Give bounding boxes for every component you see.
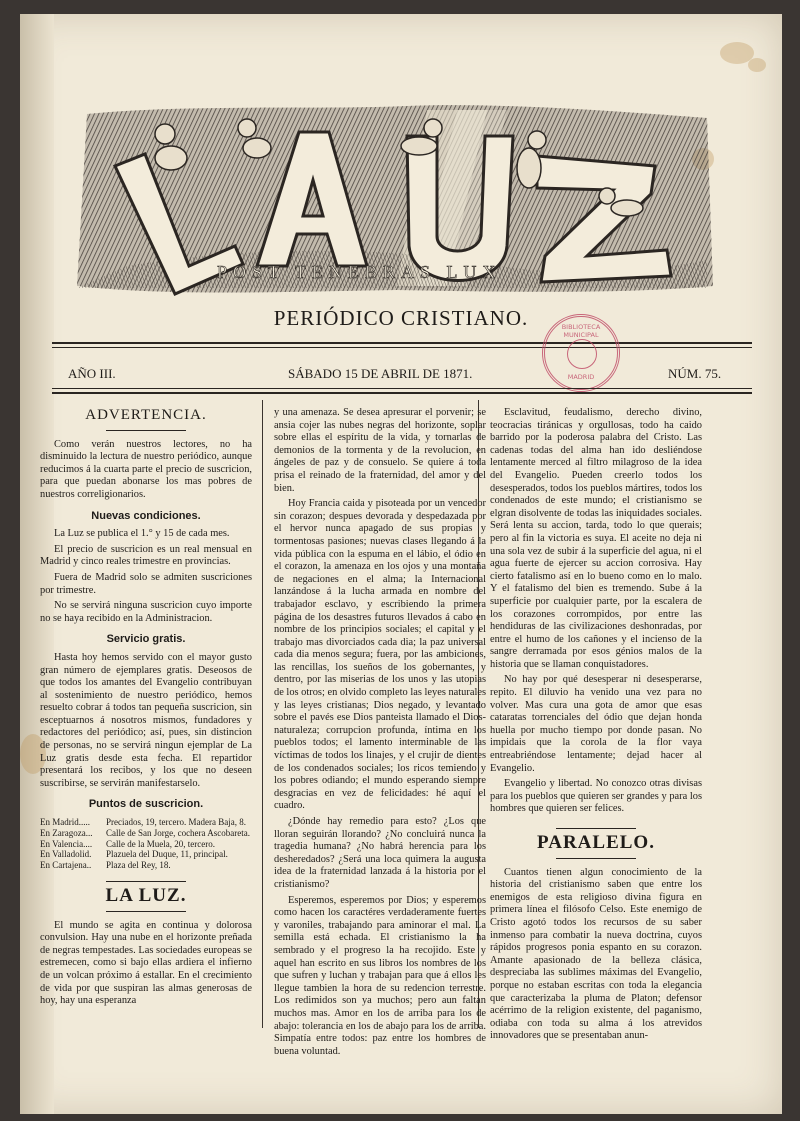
puntos-list xyxy=(40,817,252,871)
servicio-text: Hasta hoy hemos servido con el mayor gusto gran número de ejemplares gratis. Deseosos de que todos los amantes del Evangelio contribuyan al sostenimiento de nuestro periódico, hemos resuelto cobrar á todos tan pequeña suscricion, sin esceptuarnos á nosotros mismos, fundadores y redactores del periódico; así, pues, sin distincion de personas, no se servirá ningun ejemplar de La Luz gratis desde esta fecha. El repartidor presentará los recibos, y los que no deseen suscribirse, se servirán manifestarselo. xyxy=(40,651,252,789)
ornament-rule xyxy=(556,858,636,859)
condiciones-heading: Nuevas condiciones. xyxy=(91,509,201,522)
column-rule xyxy=(262,400,263,1028)
advertencia-text: Como verán nuestros lectores, no ha disminuido la lectura de nuestro periódico, aunque reducimos á la cuarta parte el precio de suscricion, para que puedan abonarse los mas pobres de nuestros correligionarios. xyxy=(40,438,252,500)
divider xyxy=(52,347,752,348)
column-2 xyxy=(274,407,486,1061)
article-paragraph: No hay por qué desesperar ni desesperarse, repito. El diluvio ha venido una vez para no volver. Mas cura una gota de amor que esas cataratas torrenciales del ódio que dejan honda huella por mucho tiempo por donde pasan. No impidais que la corola de la flor vaya entreabriéndose lentamente; dejad hacer al Evangelio. xyxy=(490,674,702,774)
masthead-illustration xyxy=(67,96,717,302)
advertencia-heading: ADVERTENCIA. xyxy=(85,407,207,423)
stamp-text-top: BIBLIOTECA MUNICIPAL xyxy=(561,323,601,339)
ornament-rule xyxy=(556,828,636,829)
laluz-heading: LA LUZ. xyxy=(105,885,187,907)
masthead-motto: POST TENEBRAS LUX xyxy=(217,262,502,282)
ornament-rule xyxy=(106,881,186,882)
condicion-item: No se servirá ninguna suscricion cuyo importe no se haya recibido en la Administracion. xyxy=(40,600,252,624)
laluz-text: El mundo se agita en continua y dolorosa convulsion. Hay una nube en el horizonte preñada de negras tempestades. Las sociedades europeas se estremecen, como si bajo ellas ardiera el infierno de un volcan próximo á estallar. En el crecimiento de vida por que suspiran las almas generosas de hoy, hay una esperanza xyxy=(40,919,252,1007)
article-paragraph: ¿Dónde hay remedio para esto? ¿Los que lloran seguirán llorando? ¿No concluirá nunca la tragedia humana? ¿No habrá herencia para los desheredados? ¿Será una loca quimera la augusta idea de la fraternidad lanzada á la historia por el cristianismo? xyxy=(274,816,486,890)
article-paragraph: Esclavitud, feudalismo, derecho divino, teocracias tiránicas y orgullosas, todo ha caido barrido por la poderosa palabra del Cristo. Las cadenas todas del alma han ido desliéndose lentamente merced al filtro milagroso de la idea del Evangelio. Pueden creerlo todos los desesperados, todos los pueblos mártires, todos los condenados de este mundo; el cristianismo se elgran disolvente de todas las iniquidades sociales. Será lenta su accion, tarda, todo lo que querais; pero al fin la victoria es suya. El aceite no deja ni una sola vez de subir á la superficie del agua, ni el agua fuerte de ejercer su accion corrosiva. Hay cierto fatalismo así en lo bueno como en lo malo. Y el fatalismo del bien es tremendo. Sube á la superficie por cualquier parte, por la escalera de los corazones corrompidos, por entre las hendiduras de las civilizaciones deshonradas, por entre el humo de los cañones y el incienso de la sangre derramada por esos génios malos de la historia que se llaman conquistadores. xyxy=(490,407,702,670)
issue-number: NÚM. 75. xyxy=(668,366,722,381)
list-item: En Cartajena.. Plaza del Rey, 18. xyxy=(40,860,171,871)
list-item: En Valencia.... Calle de la Muela, 20, tercero. xyxy=(40,838,215,849)
condicion-item: Fuera de Madrid solo se admiten suscriciones por trimestre. xyxy=(40,571,252,596)
year-label: AÑO III. xyxy=(68,366,116,381)
article-paragraph: Esperemos, esperemos por Dios; y esperemos como hacen los caractéres verdaderamente fuertes y varoniles, trabajando para aminorar el mal. La semilla está echada. El cristianismo la ha sembrado y el progreso la ha recojido. Este y aquel han escrito en sus libros los nombres de los que sufren y luchan y trabajan para que á ellos les llegue tambien la hora de su redencion terrestre. Los redimidos son ya muchos; pero aun faltan muchos mas. Amor en los de arriba para los de abajo: tolerancia en los de abajo para los de arriba. Simpatía entre todos: paz entre los hombres de buena voluntad. xyxy=(274,894,486,1057)
issue-date: SÁBADO 15 DE ABRIL DE 1871. xyxy=(288,366,473,381)
ornament-rule xyxy=(106,911,186,912)
crown-crest-icon xyxy=(567,339,597,369)
list-item: En Madrid..... Preciados, 19, tercero. Madera Baja, 8. xyxy=(40,817,246,828)
article-paragraph: y una amenaza. Se desea apresurar el porvenir; se ansia cojer las nubes negras del horizonte, soplar sobre ellas el espíritu de la vida, y tornarlas de demonios de la tormenta y de la revolucion, en ángeles de paz y de consuelo. Se quiere á toda prisa el reinado de la fraternidad, del amor y del bien. xyxy=(274,407,486,494)
divider xyxy=(52,342,752,344)
servicio-heading: Servicio gratis. xyxy=(106,633,186,646)
condicion-item: El precio de suscricion es un real mensual en Madrid y cinco reales trimestre en provincias. xyxy=(40,543,252,568)
ornament-rule xyxy=(106,430,186,431)
list-item: En Valladolid. Plazuela del Duque, 11, principal. xyxy=(40,849,228,860)
puntos-heading: Puntos de suscricion. xyxy=(88,798,204,811)
condicion-item: La Luz se publica el 1.° y 15 de cada mes. xyxy=(54,528,230,540)
column-1 xyxy=(40,407,252,1011)
stamp-text-bottom: MADRID xyxy=(567,373,595,381)
page-subtitle: PERIÓDICO CRISTIANO. xyxy=(273,306,529,330)
column-3 xyxy=(490,407,702,1046)
article-paragraph: Hoy Francia caida y pisoteada por un vencedor sin corazon; despues devorada y despedazada por el hervor nunca apagado de sus propias y tormentosas pasiones; nuevas clases llegando á la vida pública con la espuma en el lábio, el ódio en el corazon, la amenaza en los ojos y una montaña de negaciones en el alma; la Internacional lanzándose á la lucha armada en nombre del trabajador esclavo, y escribiendo la primera página de los desastres futuros llevados á cabo en nombre de los principios sociales; el capital y el trabajo mas divorciados cada dia; la paz universal cada dia menos segura; fuera, por las ambiciones, las rencillas, los sueños de los gobernantes, y dentro, por las miserias de los unos y las utopias de los otros; en olvido completo las leyes naturales y las leyes cristianas; Dios negado, y levantado sobre el pavés ese Dios panteista llamado el Dios-naturaleza; corrupcion profunda, íntima en los pueblos todos; el lamento interminable de las víctimas de todos los linajes, y el crujir de dientes de los condenados sociales; los ricos temiendo y los pobres odiando; el mundo esperando siempre desgracias en vez de felicidades: hé aquí el cuadro. xyxy=(274,498,486,812)
list-item: En Zaragoza... Calle de San Jorge, cochera Ascobareta. xyxy=(40,827,251,838)
paralelo-text: Cuantos tienen algun conocimiento de la historia del cristianismo saben que entre los enemigos de esta religioso divina figura en primera línea el filósofo Celso. Este enemigo de Cristo agotó todos los recursos de su saber inmenso para combatir la nueva doctrina, cuyos rápidos progresos ponia espanto en su corazon. Amante apasionado de la belleza clásica, despreciaba las sublimes máximas del Evangelio, porque no estaban escritas con toda la elegancia que caracterizaba la pluma de Platon; defensor acérrimo de la religion existente, del paganismo, odiaba con toda su alma á los atrevidos innovadores que se presentaban anun- xyxy=(490,866,702,1042)
divider xyxy=(52,392,752,394)
newspaper-page xyxy=(20,14,782,1114)
dateline xyxy=(68,366,736,386)
divider xyxy=(52,388,752,389)
paper-stain xyxy=(748,58,766,72)
paralelo-heading: PARALELO. xyxy=(537,832,655,853)
article-paragraph: Evangelio y libertad. No conozco otras divisas para los pueblos que quieren ser grandes y para los hombres que quieren ser felices. xyxy=(490,778,702,815)
